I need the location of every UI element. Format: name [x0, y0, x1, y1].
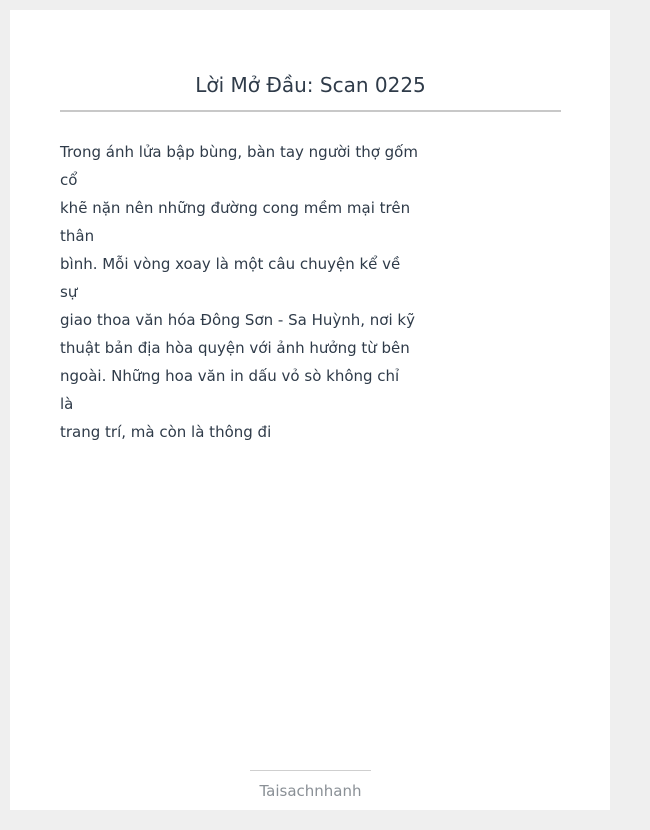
body-line: Trong ánh lửa bập bùng, bàn tay người thợ gốm	[60, 143, 418, 161]
body-line: trang trí, mà còn là thông đi	[60, 423, 272, 441]
body-line: cổ	[60, 171, 78, 189]
body-line: là	[60, 395, 74, 413]
body-line: thuật bản địa hòa quyện với ảnh hưởng từ bên	[60, 339, 410, 357]
body-line: sự	[60, 283, 78, 301]
page-title: Lời Mở Đầu: Scan 0225	[195, 73, 426, 97]
body-line: bình. Mỗi vòng xoay là một câu chuyện kể về	[60, 255, 401, 273]
title-divider	[60, 110, 561, 112]
body-text	[60, 138, 420, 446]
footer-credit: Taisachnhanh	[259, 782, 362, 800]
body-line: thân	[60, 227, 95, 245]
footer-divider	[250, 770, 371, 771]
document-page	[10, 10, 610, 810]
body-line: giao thoa văn hóa Đông Sơn - Sa Huỳnh, nơi kỹ	[60, 311, 415, 329]
body-line: khẽ nặn nên những đường cong mềm mại trên	[60, 199, 411, 217]
body-line: ngoài. Những hoa văn in dấu vỏ sò không chỉ	[60, 367, 400, 385]
